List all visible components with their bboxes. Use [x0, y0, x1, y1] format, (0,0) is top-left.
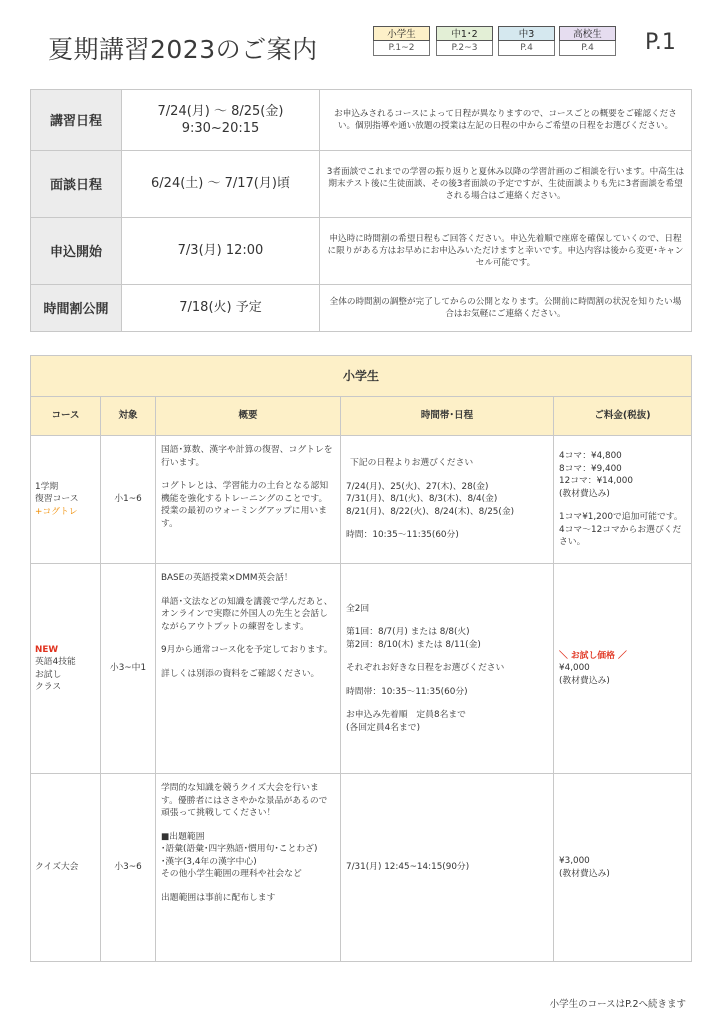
- page-number: P.1: [645, 30, 676, 55]
- course-line: クイズ大会: [35, 862, 79, 873]
- course-name: [31, 564, 101, 774]
- schedule-paragraph: 時間：10:35～11:35(60分): [346, 530, 459, 541]
- course-target: 小1~6: [101, 436, 156, 564]
- course-line: 復習コース: [35, 494, 79, 505]
- schedule-paragraph: 7/24(月)、25(火)、27(木)、28(金) 7/31(月)、8/1(火)、8/3(木)、8/4(金) 8/21(月)、8/22(火)、8/24(木)、8/25(金): [346, 481, 515, 517]
- tab-pages: P.1~2: [373, 41, 430, 56]
- course-fee: [554, 564, 692, 774]
- tab-elementary[interactable]: [373, 26, 430, 56]
- course-line: お試し: [35, 669, 62, 680]
- course-schedule: [341, 774, 554, 962]
- trial-price-label: [559, 650, 686, 663]
- info-head: 講習日程: [31, 90, 122, 151]
- info-value: 7/3(月) 12:00: [122, 217, 320, 284]
- course-line: 英語4技能: [35, 657, 76, 667]
- fee-paragraph: ¥3,000 (教材費込み): [559, 856, 610, 879]
- schedule-paragraph: 全2回: [346, 603, 370, 614]
- info-row-timetable-release: [31, 284, 692, 331]
- tab-jhs-1-2[interactable]: [436, 26, 493, 56]
- tab-pages: P.4: [498, 41, 555, 56]
- table-row: [31, 436, 692, 564]
- info-note: 全体の時間割の調整が完了してからの公開となります。公開前に時間割の状況を知りたい場合はお気軽にご連絡ください。: [320, 284, 692, 331]
- info-row-interview-dates: [31, 150, 692, 217]
- elementary-course-table: [30, 355, 692, 962]
- schedule-paragraph: それぞれお好きな日程をお選びください: [346, 663, 505, 674]
- info-head: 時間割公開: [31, 284, 122, 331]
- course-highlight: +コグトレ: [35, 506, 78, 517]
- outline-paragraph: BASEの英語授業×DMM英会話！: [161, 573, 293, 583]
- schedule-paragraph: 下記の日程よりお選びください: [350, 458, 474, 469]
- header-row: [31, 397, 692, 436]
- new-badge: NEW: [35, 644, 59, 655]
- table-row: [31, 774, 692, 962]
- course-name: [31, 436, 101, 564]
- header-course: コース: [31, 397, 101, 436]
- info-note: 申込時に時間割の希望日程もご回答ください。申込先着順で座席を確保していくので、日程に限りがある方はお早めにお申込みいただけますと幸いです。申込内容は後から変更･キャンセル可能です。: [320, 217, 692, 284]
- outline-paragraph: 出題範囲は事前に配布します: [161, 892, 276, 903]
- schedule-paragraph: 7/31(月) 12:45~14:15(90分): [346, 862, 470, 873]
- header-outline: 概要: [156, 397, 341, 436]
- course-outline: [156, 774, 341, 962]
- outline-paragraph: 9月から通常コース化を予定しております。: [161, 645, 333, 655]
- schedule-paragraph: 時間帯：10:35～11:35(60分): [346, 686, 468, 697]
- info-value: 7/24(月) ～ 8/25(金) 9:30~20:15: [122, 90, 320, 151]
- tab-label: 高校生: [559, 26, 616, 41]
- tab-jhs-3[interactable]: [498, 26, 555, 56]
- course-target: 小3~6: [101, 774, 156, 962]
- outline-paragraph: コグトレとは、学習能力の土台となる認知機能を強化するトレーニングのことです。授業の最初のウォーミングアップに用います。: [161, 481, 329, 529]
- course-fee: [554, 436, 692, 564]
- tab-label: 中1･2: [436, 26, 493, 41]
- course-line: クラス: [35, 682, 62, 692]
- outline-paragraph: ■出題範囲 ･語彙(語彙･四字熟語･慣用句･ことわざ) ･漢字(3,4年の漢字中心) その他小学生範囲の理科や社会など: [161, 831, 318, 879]
- table-row: [31, 564, 692, 774]
- header-target: 対象: [101, 397, 156, 436]
- outline-paragraph: 詳しくは別添の資料をご確認ください。: [161, 668, 320, 679]
- section-title: 小学生: [31, 356, 692, 397]
- info-value: 6/24(土) ～ 7/17(月)頃: [122, 150, 320, 217]
- continuation-note: 小学生のコースはP.2へ続きます: [549, 999, 686, 1010]
- tab-pages: P.4: [559, 41, 616, 56]
- outline-paragraph: 学問的な知識を競うクイズ大会を行います。優勝者にはささやかな景品があるので頑張って挑戦してください！: [161, 783, 328, 818]
- info-head: 面談日程: [31, 150, 122, 217]
- slash-mark-right: ／: [614, 650, 627, 661]
- info-row-course-dates: [31, 90, 692, 151]
- course-schedule: [341, 436, 554, 564]
- fee-paragraph: 4コマ：¥4,800 8コマ：¥9,400 12コマ：¥14,000 (教材費込み): [559, 451, 633, 499]
- slash-mark-left: ＼: [559, 650, 571, 661]
- course-outline: [156, 436, 341, 564]
- page-title: 夏期講習2023のご案内: [48, 35, 318, 64]
- schedule-paragraph: 第1回：8/7(月) または 8/8(火) 第2回：8/10(木) または 8/11(金): [346, 627, 481, 650]
- tab-high-school[interactable]: [559, 26, 616, 56]
- course-fee: [554, 774, 692, 962]
- course-schedule: [341, 564, 554, 774]
- fee-paragraph: 1コマ¥1,200で追加可能です。4コマ～12コマからお選びください。: [559, 512, 683, 548]
- header-fee: ご料金(税抜): [554, 397, 692, 436]
- course-line: 1学期: [35, 481, 59, 492]
- info-row-application-start: [31, 217, 692, 284]
- outline-paragraph: 国語･算数、漢字や計算の復習、コグトレを行います。: [161, 445, 333, 468]
- tab-label: 小学生: [373, 26, 430, 41]
- schedule-paragraph: お申込み先着順 定員8名まで (各回定員4名まで): [346, 710, 466, 733]
- info-head: 申込開始: [31, 217, 122, 284]
- section-band: [31, 356, 692, 397]
- tab-label: 中3: [498, 26, 555, 41]
- fee-paragraph: ¥4,000 (教材費込み): [559, 663, 610, 686]
- tab-pages: P.2~3: [436, 41, 493, 56]
- info-note: 3者面談でこれまでの学習の振り返りと夏休み以降の学習計画のご相談を行います。中高生は期末テスト後に生徒面談、その後3者面談の予定ですが、生徒面談よりも先に3者面談を希望される場合はご連絡ください。: [320, 150, 692, 217]
- course-outline: [156, 564, 341, 774]
- outline-paragraph: 単語･文法などの知識を講義で学んだあと、オンラインで実際に外国人の先生と会話しながらアウトプットの練習をします。: [161, 596, 333, 632]
- course-target: 小3~中1: [101, 564, 156, 774]
- course-name: [31, 774, 101, 962]
- trial-price-text: お試し価格: [570, 650, 615, 661]
- header-schedule: 時間帯･日程: [341, 397, 554, 436]
- info-note: お申込みされるコースによって日程が異なりますので、コースごとの概要をご確認ください。個別指導や通い放題の授業は左記の日程の中からご希望の日程をお選びください。: [320, 90, 692, 151]
- info-value: 7/18(火) 予定: [122, 284, 320, 331]
- info-table: [30, 89, 692, 332]
